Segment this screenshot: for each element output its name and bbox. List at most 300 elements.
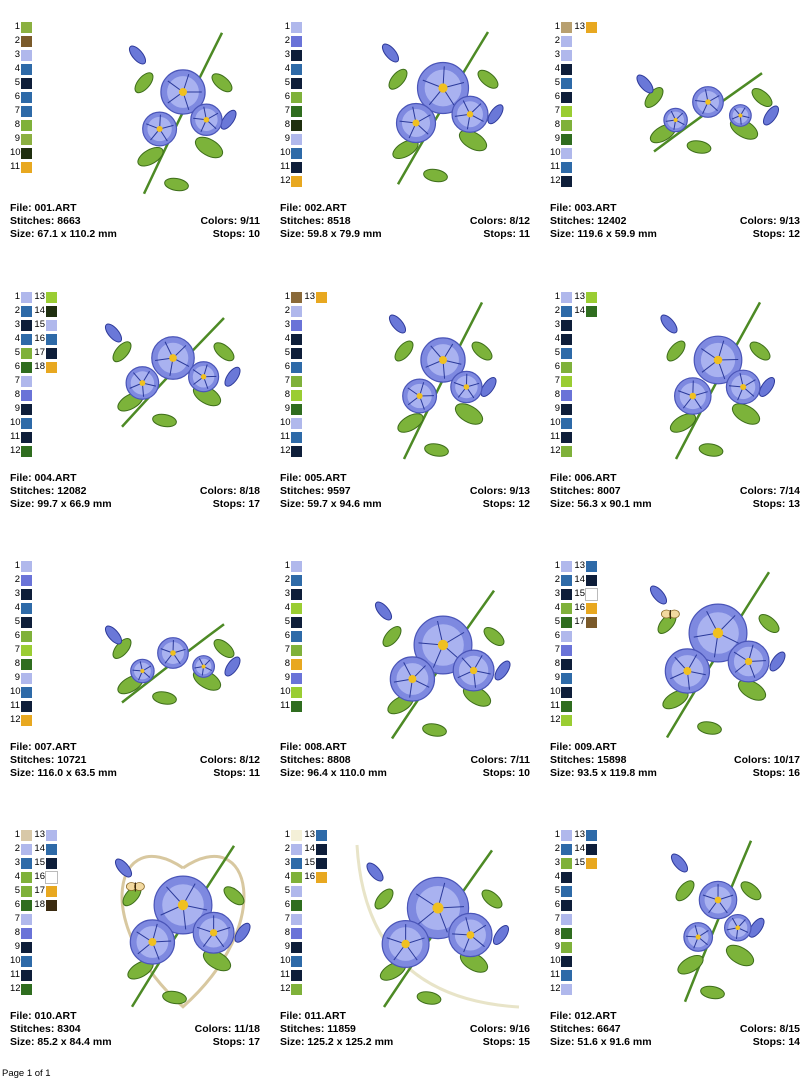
color-count: Colors: 8/15 [740, 1023, 800, 1036]
design-card [278, 826, 538, 1081]
color-swatch: 4 [280, 601, 302, 615]
color-swatch: 10 [10, 954, 32, 968]
color-swatch: 12 [280, 444, 302, 458]
flower-icon [158, 638, 189, 669]
file-name: File: 008.ART [280, 741, 347, 754]
design-info [550, 202, 800, 241]
flower-icon [451, 371, 482, 402]
stitch-count: Stitches: 6647 [550, 1023, 621, 1036]
color-swatch: 1 [10, 828, 32, 842]
color-swatch: 7 [280, 104, 302, 118]
color-swatch: 1 [280, 828, 302, 842]
color-swatch: 3 [10, 318, 32, 332]
color-swatch: 13 [32, 828, 57, 842]
color-swatch: 14 [572, 842, 597, 856]
embroidery-design-preview[interactable] [358, 577, 528, 747]
flower-icon [152, 337, 195, 380]
design-info [280, 472, 530, 511]
color-swatch: 12 [550, 174, 572, 188]
color-swatch: 7 [10, 912, 32, 926]
color-count: Colors: 7/11 [470, 754, 530, 767]
color-swatch: 6 [280, 360, 302, 374]
color-swatch: 2 [280, 842, 302, 856]
color-swatch: 8 [550, 926, 572, 940]
flower-icon [665, 649, 709, 693]
design-info [550, 472, 800, 511]
embroidery-design-preview[interactable] [663, 826, 773, 1011]
color-swatch: 4 [10, 601, 32, 615]
stitch-count: Stitches: 8007 [550, 485, 621, 498]
color-swatch-list [550, 828, 572, 996]
flower-icon [193, 912, 234, 953]
leaf-icon [452, 400, 486, 429]
color-swatch: 11 [550, 699, 572, 713]
color-swatch: 9 [280, 940, 302, 954]
color-count: Colors: 10/17 [734, 754, 800, 767]
leaf-icon [747, 339, 773, 364]
color-swatch: 5 [10, 346, 32, 360]
color-swatch-list [10, 20, 32, 174]
embroidery-design-preview[interactable] [348, 836, 528, 1016]
stitch-count: Stitches: 8663 [10, 215, 81, 228]
flower-icon [403, 379, 437, 413]
color-swatch: 2 [550, 573, 572, 587]
flower-icon [397, 104, 436, 143]
color-swatch: 14 [572, 573, 597, 587]
leaf-icon [416, 990, 442, 1006]
bud-icon [669, 851, 691, 874]
color-swatch: 4 [280, 870, 302, 884]
color-swatch: 6 [550, 629, 572, 643]
color-swatch: 11 [550, 430, 572, 444]
stop-count: Stops: 17 [213, 498, 260, 511]
leaf-icon [697, 720, 723, 736]
color-swatch: 18 [32, 898, 57, 912]
color-swatch: 5 [550, 884, 572, 898]
leaf-icon [152, 690, 178, 706]
color-swatch-list [550, 20, 572, 188]
color-swatch: 4 [550, 62, 572, 76]
leaf-icon [135, 144, 166, 170]
color-swatch: 8 [550, 118, 572, 132]
stitch-count: Stitches: 15898 [550, 754, 626, 767]
color-swatch: 5 [280, 346, 302, 360]
color-swatch: 14 [32, 304, 57, 318]
leaf-icon [723, 941, 757, 970]
color-swatch: 12 [10, 982, 32, 996]
color-swatch: 9 [280, 132, 302, 146]
color-swatch: 17 [32, 884, 57, 898]
leaf-icon [479, 887, 505, 912]
flower-icon [725, 915, 751, 941]
color-swatch: 9 [10, 940, 32, 954]
color-count: Colors: 8/12 [200, 754, 260, 767]
flower-icon [730, 105, 752, 127]
color-swatch: 13 [572, 20, 597, 34]
leaf-icon [686, 139, 712, 155]
flower-icon [189, 362, 219, 392]
design-size: Size: 125.2 x 125.2 mm [280, 1036, 393, 1049]
flower-icon [130, 920, 174, 964]
flower-icon [675, 378, 711, 414]
color-swatch: 6 [550, 360, 572, 374]
color-swatch: 13 [572, 559, 597, 573]
color-swatch: 4 [10, 870, 32, 884]
leaf-icon [481, 624, 507, 649]
color-swatch: 17 [572, 615, 597, 629]
color-swatch: 13 [32, 290, 57, 304]
color-swatch: 3 [280, 856, 302, 870]
color-swatch: 4 [280, 62, 302, 76]
leaf-icon [209, 70, 235, 95]
design-size: Size: 51.6 x 91.6 mm [550, 1036, 652, 1049]
flower-icon [726, 370, 760, 404]
color-swatch: 8 [280, 118, 302, 132]
leaf-icon [423, 168, 449, 184]
color-count: Colors: 11/18 [195, 1023, 260, 1036]
stitch-count: Stitches: 12402 [550, 215, 626, 228]
file-name: File: 007.ART [10, 741, 77, 754]
color-swatch: 5 [10, 76, 32, 90]
file-name: File: 012.ART [550, 1010, 617, 1023]
file-name: File: 003.ART [550, 202, 617, 215]
color-swatch: 2 [280, 573, 302, 587]
color-swatch: 9 [280, 402, 302, 416]
color-swatch: 8 [550, 388, 572, 402]
color-swatch: 3 [280, 318, 302, 332]
color-swatch: 9 [10, 132, 32, 146]
color-swatch: 12 [280, 174, 302, 188]
color-swatch: 11 [280, 968, 302, 982]
color-swatch: 5 [550, 346, 572, 360]
color-swatch: 6 [10, 90, 32, 104]
color-swatch: 7 [10, 374, 32, 388]
design-card [278, 18, 538, 273]
flower-icon [684, 923, 713, 952]
design-size: Size: 116.0 x 63.5 mm [10, 767, 117, 780]
color-swatch: 11 [10, 968, 32, 982]
design-size: Size: 59.8 x 79.9 mm [280, 228, 382, 241]
color-swatch: 16 [32, 332, 57, 346]
leaf-icon [110, 339, 135, 365]
color-swatch: 11 [550, 160, 572, 174]
color-swatch: 3 [550, 318, 572, 332]
color-swatch: 11 [280, 430, 302, 444]
leaf-icon [211, 636, 237, 661]
color-swatch: 11 [10, 699, 32, 713]
color-swatch: 7 [280, 374, 302, 388]
color-swatch: 12 [550, 444, 572, 458]
flower-icon [131, 659, 154, 682]
color-swatch: 4 [280, 332, 302, 346]
color-swatch: 6 [10, 629, 32, 643]
design-size: Size: 96.4 x 110.0 mm [280, 767, 387, 780]
color-swatch: 14 [302, 842, 327, 856]
color-swatch: 3 [10, 48, 32, 62]
color-swatch: 9 [550, 671, 572, 685]
color-swatch: 6 [280, 898, 302, 912]
color-swatch: 4 [550, 601, 572, 615]
file-name: File: 005.ART [280, 472, 347, 485]
color-swatch: 2 [550, 34, 572, 48]
color-swatch: 13 [302, 290, 327, 304]
color-swatch: 7 [10, 643, 32, 657]
color-count: Colors: 9/13 [740, 215, 800, 228]
color-swatch: 16 [302, 870, 327, 884]
color-swatch-list [550, 290, 572, 458]
bud-icon [491, 923, 512, 947]
color-swatch: 1 [10, 290, 32, 304]
color-swatch: 17 [32, 346, 57, 360]
stitch-count: Stitches: 10721 [10, 754, 86, 767]
leaf-icon [395, 410, 426, 436]
embroidery-design-preview[interactable] [648, 288, 788, 468]
stop-count: Stops: 13 [753, 498, 800, 511]
leaf-icon [469, 339, 495, 364]
color-swatch: 8 [10, 388, 32, 402]
color-swatch: 1 [550, 20, 572, 34]
flower-icon [191, 104, 222, 135]
color-swatch: 2 [280, 34, 302, 48]
color-swatch: 8 [280, 388, 302, 402]
file-name: File: 011.ART [280, 1010, 346, 1023]
color-swatch: 2 [10, 842, 32, 856]
embroidery-design-preview[interactable] [368, 18, 518, 193]
leaf-icon [380, 623, 405, 649]
color-swatch: 10 [280, 685, 302, 699]
design-card [548, 288, 807, 543]
stitch-count: Stitches: 12082 [10, 485, 86, 498]
color-swatch: 3 [550, 856, 572, 870]
design-card [548, 826, 807, 1081]
bud-icon [658, 312, 680, 335]
design-info [280, 741, 530, 780]
stop-count: Stops: 17 [213, 1036, 260, 1049]
file-name: File: 001.ART [10, 202, 77, 215]
design-info [280, 202, 530, 241]
color-count: Colors: 8/12 [470, 215, 530, 228]
leaf-icon [756, 611, 782, 636]
color-swatch: 10 [10, 146, 32, 160]
color-swatch: 7 [280, 912, 302, 926]
color-swatch: 16 [32, 870, 57, 884]
file-name: File: 004.ART [10, 472, 77, 485]
stop-count: Stops: 10 [483, 767, 530, 780]
color-swatch: 11 [280, 160, 302, 174]
color-swatch: 5 [10, 884, 32, 898]
stop-count: Stops: 15 [483, 1036, 530, 1049]
color-swatch: 1 [280, 559, 302, 573]
color-swatch: 15 [572, 856, 597, 870]
color-swatch: 7 [550, 374, 572, 388]
color-swatch: 5 [280, 76, 302, 90]
color-swatch: 5 [550, 76, 572, 90]
color-swatch: 4 [550, 870, 572, 884]
leaf-icon [162, 990, 188, 1006]
design-info [280, 1010, 530, 1049]
color-swatch: 9 [550, 402, 572, 416]
stop-count: Stops: 11 [483, 228, 530, 241]
bud-icon [373, 599, 395, 622]
leaf-icon [422, 722, 448, 738]
color-swatch-list [10, 828, 32, 996]
embroidery-design-preview[interactable] [118, 18, 248, 203]
leaf-icon [738, 878, 764, 903]
leaf-icon [164, 177, 190, 193]
color-swatch: 3 [280, 587, 302, 601]
design-size: Size: 56.3 x 90.1 mm [550, 498, 652, 511]
color-swatch: 7 [550, 104, 572, 118]
color-swatch: 1 [280, 20, 302, 34]
color-swatch: 15 [32, 856, 57, 870]
color-count: Colors: 9/13 [470, 485, 530, 498]
color-swatch: 9 [10, 671, 32, 685]
bud-icon [127, 43, 149, 66]
butterfly-icon [126, 883, 144, 892]
flower-icon [382, 921, 429, 968]
leaf-icon [698, 442, 724, 458]
design-info [550, 1010, 800, 1049]
color-swatch: 15 [302, 856, 327, 870]
color-swatch: 14 [32, 842, 57, 856]
stitch-count: Stitches: 8808 [280, 754, 351, 767]
embroidery-design-preview[interactable] [88, 617, 258, 707]
color-swatch: 6 [280, 90, 302, 104]
color-swatch: 1 [550, 290, 572, 304]
color-swatch: 10 [550, 146, 572, 160]
design-card [548, 557, 807, 812]
bud-icon [380, 41, 402, 64]
leaf-icon [192, 133, 226, 162]
bud-icon [222, 655, 243, 679]
color-swatch: 16 [572, 601, 597, 615]
color-swatch: 11 [550, 968, 572, 982]
design-card [548, 18, 807, 273]
bud-icon [634, 72, 656, 95]
color-swatch: 10 [550, 416, 572, 430]
color-swatch: 10 [550, 954, 572, 968]
page-footer: Page 1 of 1 [2, 1068, 51, 1079]
leaf-icon [673, 878, 698, 904]
color-swatch: 7 [280, 643, 302, 657]
bud-icon [364, 860, 386, 883]
color-swatch: 7 [550, 912, 572, 926]
color-swatch: 3 [550, 48, 572, 62]
bud-icon [103, 623, 125, 646]
color-swatch: 12 [550, 713, 572, 727]
color-swatch: 18 [32, 360, 57, 374]
design-info [10, 472, 260, 511]
color-swatch: 6 [280, 629, 302, 643]
color-swatch: 2 [10, 304, 32, 318]
color-swatch: 15 [572, 587, 597, 601]
color-swatch: 5 [550, 615, 572, 629]
stop-count: Stops: 10 [213, 228, 260, 241]
color-swatch: 7 [550, 643, 572, 657]
color-swatch: 1 [10, 559, 32, 573]
stitch-count: Stitches: 8518 [280, 215, 351, 228]
design-size: Size: 59.7 x 94.6 mm [280, 498, 382, 511]
color-swatch: 1 [550, 828, 572, 842]
color-swatch: 5 [10, 615, 32, 629]
stop-count: Stops: 12 [483, 498, 530, 511]
color-swatch-list [280, 559, 302, 713]
color-swatch: 15 [32, 318, 57, 332]
color-swatch: 8 [10, 118, 32, 132]
color-swatch-list [280, 828, 302, 996]
color-swatch-list [280, 290, 302, 458]
embroidery-design-preview[interactable] [618, 66, 798, 156]
stop-count: Stops: 11 [213, 767, 260, 780]
color-swatch: 2 [280, 304, 302, 318]
color-swatch: 3 [550, 587, 572, 601]
color-swatch: 5 [280, 615, 302, 629]
color-swatch: 12 [280, 982, 302, 996]
flower-icon [693, 87, 724, 118]
design-card [8, 18, 268, 273]
color-swatch: 6 [10, 360, 32, 374]
flower-icon [453, 650, 494, 691]
bud-icon [103, 321, 125, 344]
color-swatch-list [280, 20, 302, 188]
color-swatch: 8 [280, 926, 302, 940]
color-swatch: 11 [10, 160, 32, 174]
design-card [8, 557, 268, 812]
bud-icon [648, 583, 670, 606]
flower-icon [143, 112, 177, 146]
color-swatch: 6 [10, 898, 32, 912]
design-size: Size: 85.2 x 84.4 mm [10, 1036, 112, 1049]
leaf-icon [749, 85, 775, 110]
color-count: Colors: 8/18 [200, 485, 260, 498]
embroidery-design-preview[interactable] [98, 831, 268, 1016]
design-info [10, 1010, 260, 1049]
design-size: Size: 93.5 x 119.8 mm [550, 767, 657, 780]
bud-icon [387, 312, 409, 335]
design-info [550, 741, 800, 780]
leaf-icon [386, 66, 411, 92]
color-swatch: 7 [10, 104, 32, 118]
leaf-icon [424, 442, 450, 458]
stop-count: Stops: 12 [753, 228, 800, 241]
color-swatch: 8 [10, 926, 32, 940]
flower-icon [699, 881, 736, 918]
bud-icon [492, 659, 513, 683]
embroidery-design-preview[interactable] [88, 308, 258, 433]
color-swatch: 10 [280, 146, 302, 160]
bud-icon [761, 104, 782, 128]
color-swatch: 4 [10, 62, 32, 76]
color-swatch: 10 [280, 416, 302, 430]
color-swatch: 8 [280, 657, 302, 671]
embroidery-design-preview[interactable] [378, 288, 508, 468]
color-count: Colors: 9/16 [470, 1023, 530, 1036]
embroidery-design-preview[interactable] [633, 557, 803, 747]
design-card [8, 826, 268, 1081]
flower-icon [390, 657, 434, 701]
color-swatch: 1 [10, 20, 32, 34]
color-swatch-list [550, 559, 572, 727]
color-swatch: 1 [550, 559, 572, 573]
flower-icon [193, 656, 215, 678]
design-size: Size: 119.6 x 59.9 mm [550, 228, 657, 241]
leaf-icon [132, 70, 157, 96]
color-count: Colors: 7/14 [740, 485, 800, 498]
color-swatch-list [10, 559, 32, 727]
color-swatch: 13 [572, 290, 597, 304]
stop-count: Stops: 16 [753, 767, 800, 780]
color-swatch: 13 [572, 828, 597, 842]
